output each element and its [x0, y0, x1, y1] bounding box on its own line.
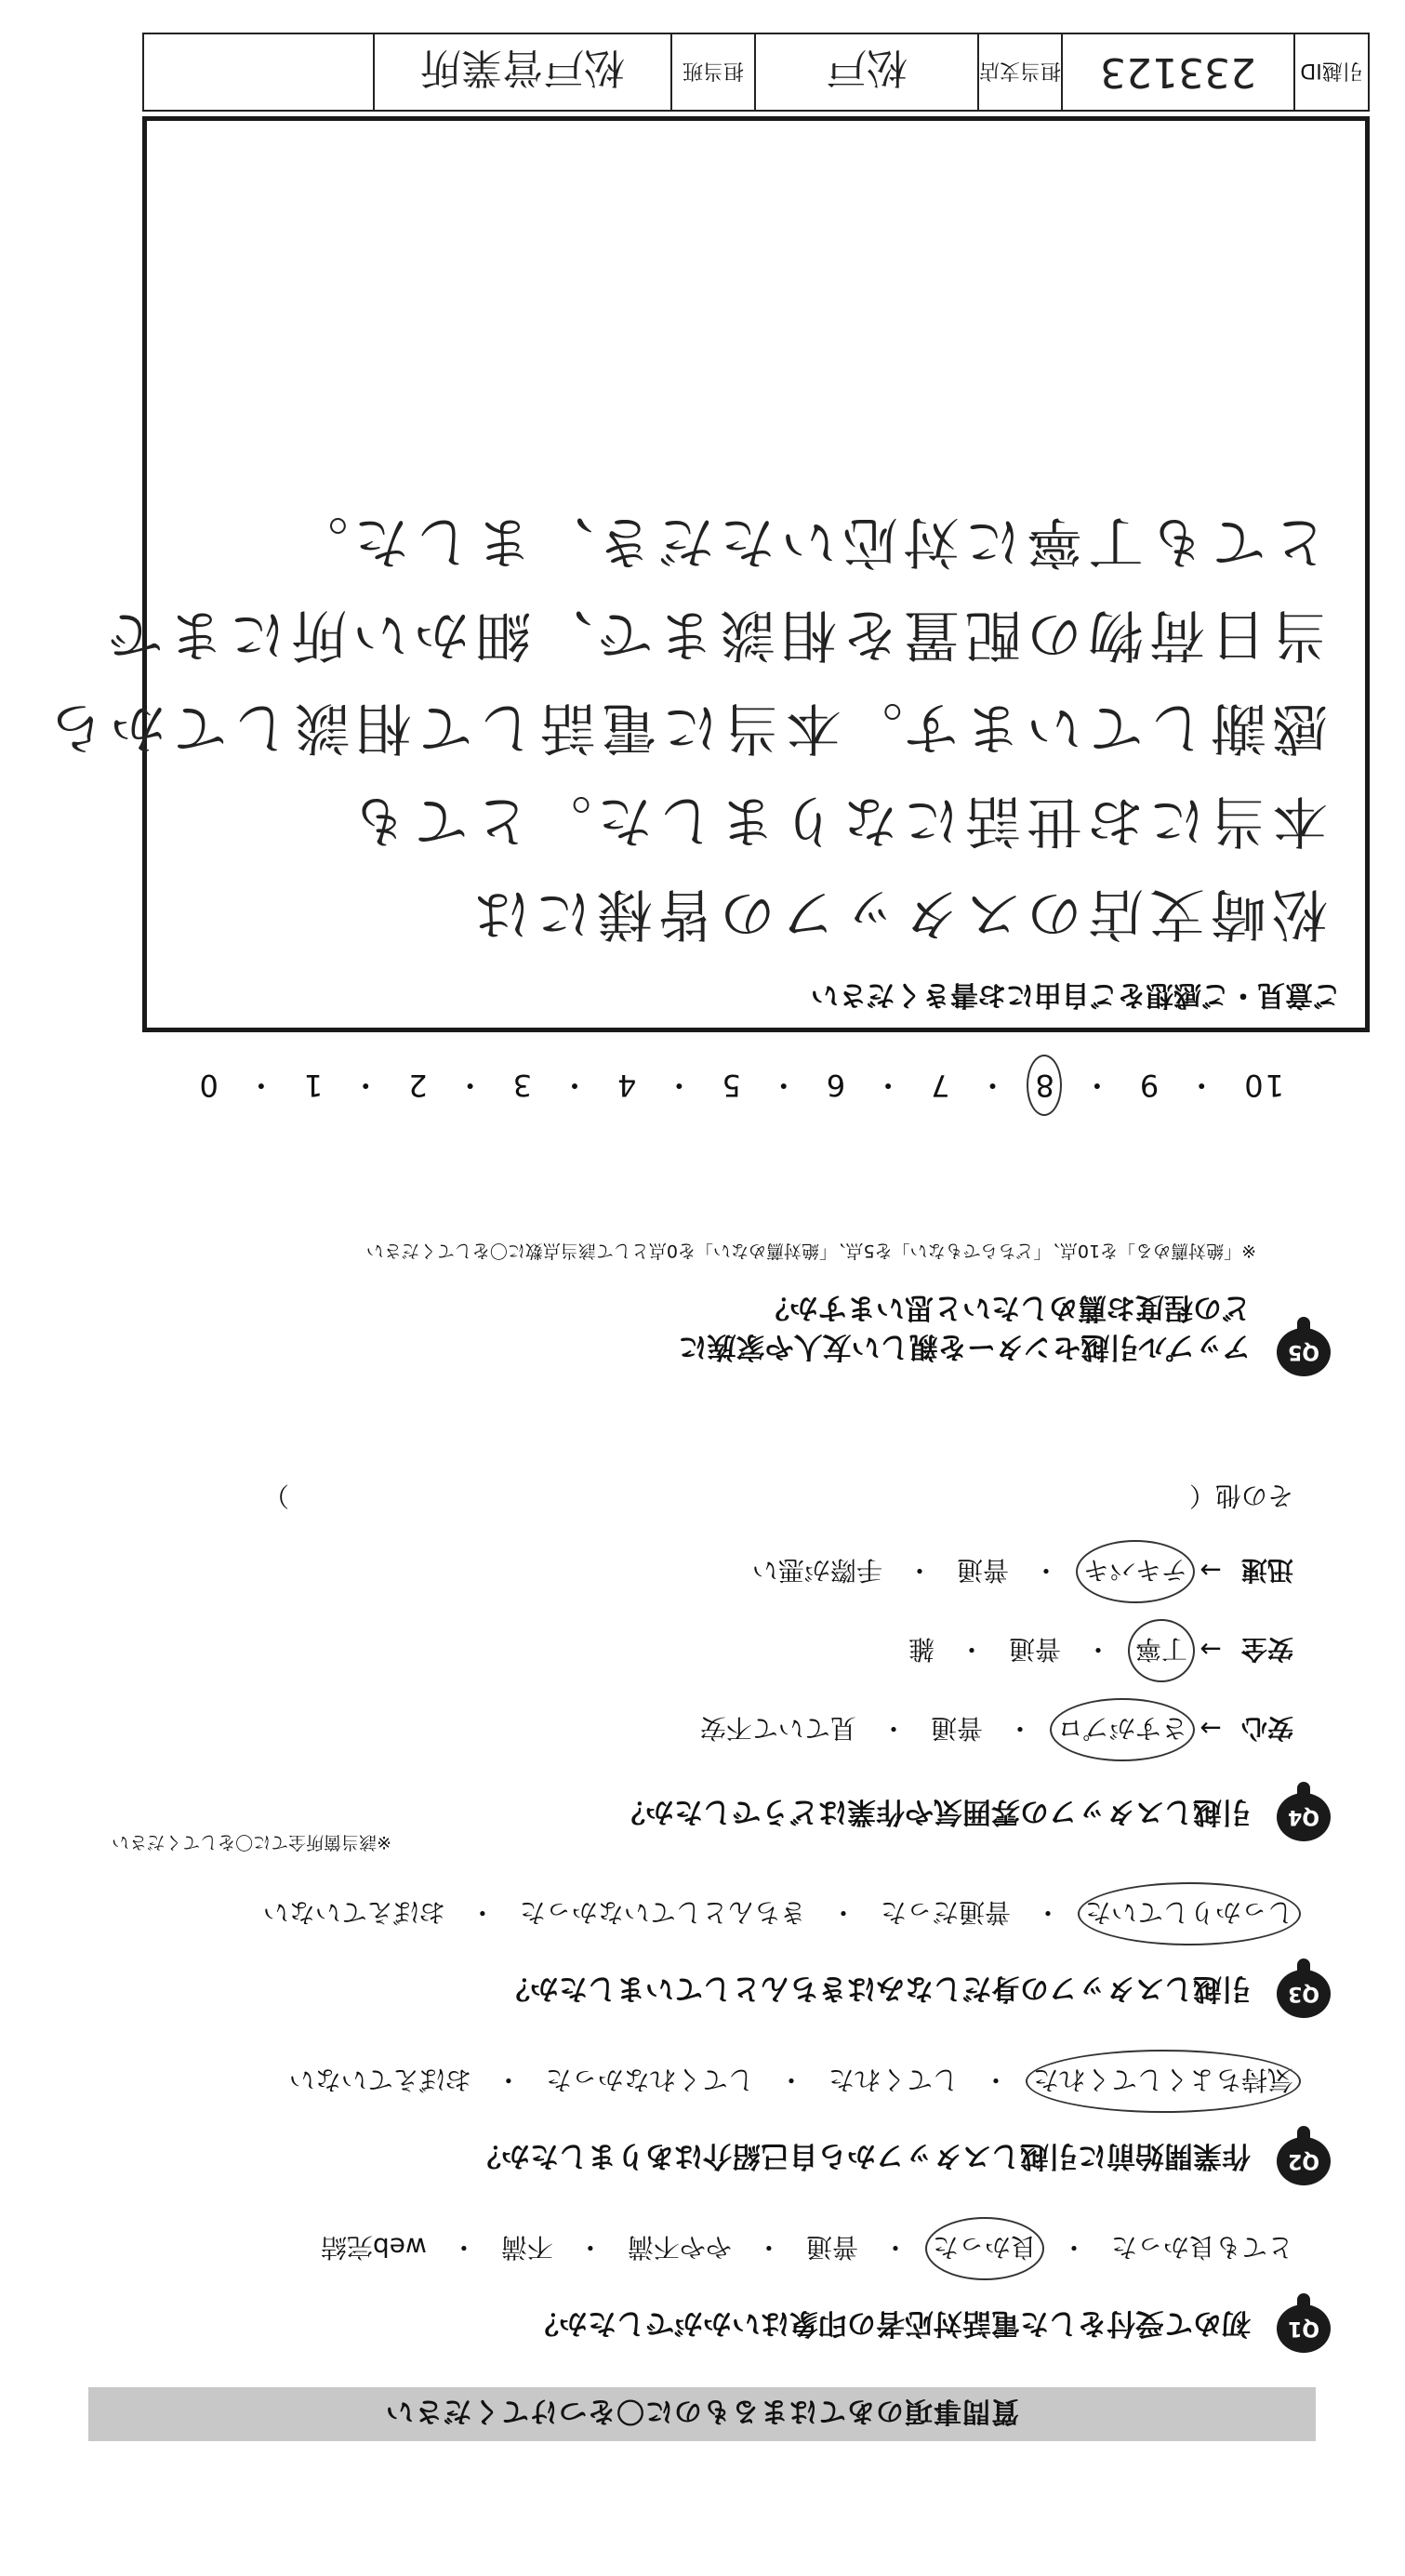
q4-row [908, 1632, 1293, 1669]
q5-score[interactable]: 7 [929, 1068, 950, 1103]
staff-info-table [142, 33, 1370, 112]
comment-line-5: とても丁寧に対応いただき、ました。 [286, 509, 1328, 574]
comment-title: ご意見・ご感想をご自由にお書きください [811, 978, 1341, 1011]
q4-row [752, 1553, 1293, 1590]
q4-option[interactable]: 普通 [1008, 1634, 1061, 1665]
q5-score[interactable]: 0 [197, 1068, 219, 1103]
option-separator: ・ [577, 2232, 603, 2263]
branch-value: 松戸 [754, 34, 977, 110]
arrow-icon: → [1200, 1634, 1222, 1665]
scale-separator: ・ [1185, 1068, 1217, 1103]
scale-separator: ・ [871, 1068, 904, 1103]
option-separator: ・ [906, 1555, 933, 1586]
q5-score[interactable]: 6 [824, 1068, 846, 1103]
q4-option[interactable]: 普通 [956, 1555, 1009, 1586]
q3-option[interactable]: おぼえていない [262, 1897, 445, 1928]
option-separator: ・ [829, 1897, 856, 1928]
q5-score[interactable]: 2 [406, 1068, 428, 1103]
scale-separator: ・ [766, 1068, 799, 1103]
branch-label: 担当支店 [977, 34, 1061, 110]
id-label: 引越ID [1293, 34, 1368, 110]
scale-separator: ・ [975, 1068, 1008, 1103]
q5-title-line1: アップル引越センターを親しい友人や家族に [678, 1330, 1251, 1363]
scale-separator: ・ [453, 1068, 485, 1103]
option-separator: ・ [495, 2065, 522, 2095]
q4-option[interactable]: テキパキ [1083, 1553, 1187, 1590]
q2-title: 作業開始前に引越しスタッフから自己紹介はありましたか？ [472, 2139, 1251, 2172]
q4-row [700, 1711, 1293, 1748]
q3-option[interactable]: しっかりしていた [1085, 1895, 1293, 1932]
scale-separator: ・ [662, 1068, 695, 1103]
q5-score[interactable]: 8 [1033, 1068, 1054, 1103]
option-separator: ・ [1032, 1555, 1059, 1586]
q1-option[interactable]: やや不満 [627, 2232, 732, 2263]
comment-line-4: 当日荷物の配置を相談まで、細かい所にまで [101, 602, 1328, 667]
option-separator: ・ [880, 1713, 907, 1744]
arrow-icon: → [1200, 1713, 1222, 1744]
q5-note: ※「絶対薦める」を10点、「どちらでもない」を5点、「絶対薦めない」を0点として該当点数に〇をしてください [365, 1241, 1256, 1261]
q4-badge: Q4 [1277, 1793, 1331, 1841]
q4-option[interactable]: 普通 [930, 1713, 983, 1744]
q4-row-label: 安心 [1240, 1713, 1293, 1744]
q1-badge: Q1 [1277, 2304, 1331, 2353]
q5-title-line2: どの程度お薦めしたいと思いますか？ [761, 1291, 1251, 1324]
comment-line-2: 本当にお世話になりました。とても [346, 788, 1328, 853]
option-separator: ・ [1060, 2232, 1087, 2263]
arrow-icon: → [1200, 1555, 1222, 1586]
comment-line-3: 感謝しています。本当に電話して相談してから [43, 695, 1328, 760]
option-separator: ・ [1034, 1897, 1061, 1928]
option-separator: ・ [1006, 1713, 1033, 1744]
q4-title: 引越しスタッフの雰囲気や作業はどうでしたか？ [616, 1795, 1251, 1828]
comment-line-1: 松崎支店のスタッフの皆様には [469, 881, 1328, 946]
scale-separator: ・ [558, 1068, 590, 1103]
team-label: 担当班 [670, 34, 754, 110]
q4-note: ※該当箇所全てに〇をしてください [112, 1832, 391, 1852]
q1-option[interactable]: 良かった [933, 2230, 1037, 2267]
q2-options [289, 2063, 1293, 2100]
option-separator: ・ [755, 2232, 782, 2263]
q1-title: 初めて受付をした電話対応者の印象はいかがでしたか？ [530, 2306, 1251, 2340]
option-separator: ・ [881, 2232, 908, 2263]
q3-title: 引越しスタッフの身だしなみはきちんとしていましたか？ [501, 1972, 1251, 2005]
q1-option[interactable]: 不満 [500, 2232, 553, 2263]
q4-row-label: 安全 [1240, 1634, 1293, 1665]
q5-score[interactable]: 9 [1137, 1068, 1160, 1103]
q4-option[interactable]: 丁寧 [1135, 1632, 1187, 1669]
q3-badge: Q3 [1277, 1970, 1331, 2018]
q4-other-close: ） [262, 1481, 289, 1511]
q4-option[interactable]: さすがプロ [1057, 1711, 1187, 1748]
q5-score[interactable]: 3 [510, 1068, 533, 1103]
scale-separator: ・ [244, 1068, 276, 1103]
q5-score[interactable]: 4 [616, 1068, 637, 1103]
option-separator: ・ [469, 1897, 496, 1928]
q5-score[interactable]: 10 [1242, 1068, 1284, 1103]
scale-separator: ・ [349, 1068, 381, 1103]
q2-option[interactable]: してくれた [828, 2065, 959, 2095]
q5-score-scale [198, 1066, 1284, 1109]
q2-option[interactable]: おぼえていない [288, 2065, 471, 2095]
q2-option[interactable]: してくれなかった [545, 2065, 754, 2095]
q3-option[interactable]: きちんとしていなかった [519, 1897, 806, 1928]
q4-other-label: その他（ [1188, 1481, 1293, 1511]
q2-badge: Q2 [1277, 2137, 1331, 2185]
option-separator: ・ [450, 2232, 477, 2263]
q4-row-label: 迅速 [1240, 1555, 1293, 1586]
comment-box [43, 116, 1370, 1032]
option-separator: ・ [777, 2065, 804, 2095]
q3-option[interactable]: 普通だった [880, 1897, 1011, 1928]
q1-option[interactable]: web完結 [320, 2232, 427, 2263]
id-value: 233123 [1061, 34, 1293, 110]
q1-options [321, 2230, 1293, 2267]
blank-cell [144, 34, 373, 110]
scale-separator: ・ [1080, 1068, 1112, 1103]
option-separator: ・ [982, 2065, 1009, 2095]
q4-option[interactable]: 見ていて不安 [699, 1713, 856, 1744]
q4-other [262, 1479, 1293, 1516]
q5-score[interactable]: 1 [301, 1068, 324, 1103]
q1-option[interactable]: とても良かった [1110, 2232, 1293, 2263]
instruction-banner: 質問事項のあてはまるものに〇をつけてください [88, 2387, 1316, 2441]
team-value: 松戸営業所 [373, 34, 670, 110]
q5-score[interactable]: 5 [720, 1068, 741, 1103]
option-separator: ・ [958, 1634, 985, 1665]
q5-badge: Q5 [1277, 1328, 1331, 1376]
option-separator: ・ [1084, 1634, 1111, 1665]
q2-option[interactable]: 気持ちよくしてくれた [1033, 2063, 1293, 2100]
q4-option[interactable]: 雑 [908, 1634, 934, 1665]
q1-option[interactable]: 普通 [805, 2232, 858, 2263]
q4-option[interactable]: 手際が悪い [751, 1555, 882, 1586]
q3-options [263, 1895, 1293, 1932]
